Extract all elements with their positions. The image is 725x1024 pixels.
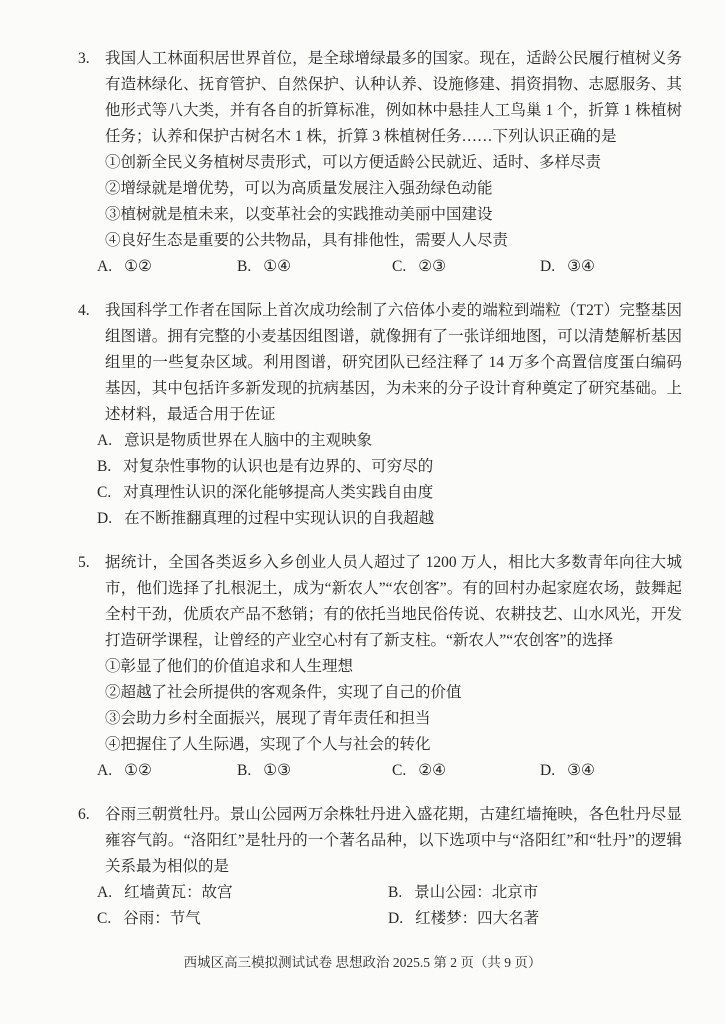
option-label: C. bbox=[392, 258, 407, 275]
option-text: 在不断推翻真理的过程中实现认识的自我超越 bbox=[124, 510, 435, 527]
option-label: D. bbox=[97, 510, 113, 527]
option-label: C. bbox=[97, 484, 112, 501]
option-label: B. bbox=[237, 762, 252, 779]
option-label: A. bbox=[97, 432, 113, 449]
option-text: ①④ bbox=[263, 258, 292, 275]
question-number: 3. bbox=[78, 50, 90, 67]
question-stem: 我国人工林面积居世界首位，是全球增绿最多的国家。现在，适龄公民履行植树义务有造林绿化、抚育管护、自然保护、认种认养、设施修建、捐资捐物、志愿服务、其他形式等八大类，并有各自的折算标准，例如林中悬挂人工鸟巢 1 个，折算 1 株植树任务；认养和保护古树名木 1 株，折算 3 株植树任务……下列认识正确的是 bbox=[105, 50, 682, 145]
option-b bbox=[237, 758, 392, 784]
question-number: 4. bbox=[78, 302, 90, 319]
question-stem: 据统计，全国各类返乡入乡创业人员人超过了 1200 万人，相比大多数青年向往大城市，他们选择了扎根泥土，成为“新农人”“农创客”。有的回村办起家庭农场，鼓舞起全村干劲，优质农产品不愁销；有的依托当地民俗传说、农耕技艺、山水风光，开发打造研学课程，让曾经的产业空心村有了新支柱。“新农人”“农创客”的选择 bbox=[105, 554, 682, 649]
question-5 bbox=[78, 550, 682, 784]
option-text: 红楼梦：四大名著 bbox=[415, 910, 540, 927]
option-label: A. bbox=[97, 762, 113, 779]
option-a bbox=[97, 254, 237, 280]
options-list bbox=[97, 428, 682, 532]
option-label: B. bbox=[97, 458, 112, 475]
option-a bbox=[97, 880, 388, 906]
question-body bbox=[97, 298, 682, 532]
question-number: 6. bbox=[78, 806, 90, 823]
option-a bbox=[97, 758, 237, 784]
option-d bbox=[97, 506, 682, 532]
option-text: 对真理性认识的深化能够提高人类实践自由度 bbox=[123, 484, 434, 501]
option-d bbox=[388, 906, 682, 932]
option-d bbox=[540, 254, 682, 280]
statement-line: ④把握住了人生际遇，实现了个人与社会的转化 bbox=[105, 736, 431, 753]
option-label: B. bbox=[237, 258, 252, 275]
option-text: ②④ bbox=[418, 762, 447, 779]
page-footer: 西城区高三模拟测试试卷 思想政治 2025.5 第 2 页（共 9 页） bbox=[183, 955, 542, 970]
question-6 bbox=[78, 802, 682, 932]
option-label: A. bbox=[97, 258, 113, 275]
option-label: A. bbox=[97, 884, 113, 901]
question-stem: 我国科学工作者在国际上首次成功绘制了六倍体小麦的端粒到端粒（T2T）完整基因组图谱。拥有完整的小麦基因组图谱，就像拥有了一张详细地图，可以清楚解析基因组里的一些复杂区域。利用图谱，研究团队已经注释了 14 万多个高置信度蛋白编码基因，其中包括许多新发现的抗病基因，为未来的分子设计育种奠定了研究基础。上述材料，最适合用于佐证 bbox=[105, 302, 682, 423]
option-text: ②③ bbox=[418, 258, 447, 275]
statement-line: ①创新全民义务植树尽责形式，可以方便适龄公民就近、适时、多样尽责 bbox=[105, 154, 602, 171]
option-text: 谷雨：节气 bbox=[123, 910, 201, 927]
option-text: 意识是物质世界在人脑中的主观映象 bbox=[124, 432, 373, 449]
option-text: 对复杂性事物的认识也是有边界的、可穷尽的 bbox=[123, 458, 434, 475]
statement-line: ④良好生态是重要的公共物品，具有排他性，需要人人尽责 bbox=[105, 232, 509, 249]
option-a bbox=[97, 428, 682, 454]
option-c bbox=[97, 906, 388, 932]
option-d bbox=[540, 758, 682, 784]
option-text: 红墙黄瓦：故宫 bbox=[124, 884, 233, 901]
option-c bbox=[97, 480, 682, 506]
option-text: 景山公园：北京市 bbox=[414, 884, 539, 901]
option-b bbox=[237, 254, 392, 280]
option-label: D. bbox=[540, 762, 556, 779]
option-text: ①③ bbox=[263, 762, 292, 779]
question-stem: 谷雨三朝赏牡丹。景山公园两万余株牡丹进入盛花期，古建红墙掩映，各色牡丹尽显雍容气韵。“洛阳红”是牡丹的一个著名品种，以下选项中与“洛阳红”和“牡丹”的逻辑关系最为相似的是 bbox=[105, 806, 682, 875]
options-row bbox=[97, 758, 682, 784]
statement-line: ③会助力乡村全面振兴，展现了青年责任和担当 bbox=[105, 710, 431, 727]
question-body bbox=[97, 46, 682, 280]
option-text: ①② bbox=[124, 762, 152, 779]
statement-line: ③植树就是植未来，以变革社会的实践推动美丽中国建设 bbox=[105, 206, 493, 223]
page-content bbox=[78, 46, 682, 950]
option-c bbox=[392, 758, 540, 784]
statement-line: ②增绿就是增优势，可以为高质量发展注入强劲绿色动能 bbox=[105, 180, 493, 197]
option-b bbox=[97, 454, 682, 480]
option-label: C. bbox=[97, 910, 112, 927]
option-text: ①② bbox=[124, 258, 152, 275]
question-3 bbox=[78, 46, 682, 280]
option-text: ③④ bbox=[567, 762, 595, 779]
options-grid bbox=[97, 880, 682, 932]
option-text: ③④ bbox=[567, 258, 595, 275]
question-4 bbox=[78, 298, 682, 532]
option-label: C. bbox=[392, 762, 407, 779]
statement-line: ①彰显了他们的价值追求和人生理想 bbox=[105, 658, 354, 675]
question-number: 5. bbox=[78, 554, 90, 571]
options-row bbox=[97, 254, 682, 280]
option-c bbox=[392, 254, 540, 280]
option-label: D. bbox=[540, 258, 556, 275]
question-body bbox=[97, 802, 682, 932]
option-b bbox=[388, 880, 682, 906]
option-label: D. bbox=[388, 910, 404, 927]
statement-line: ②超越了社会所提供的客观条件，实现了自己的价值 bbox=[105, 684, 462, 701]
option-label: B. bbox=[388, 884, 403, 901]
question-body bbox=[97, 550, 682, 784]
